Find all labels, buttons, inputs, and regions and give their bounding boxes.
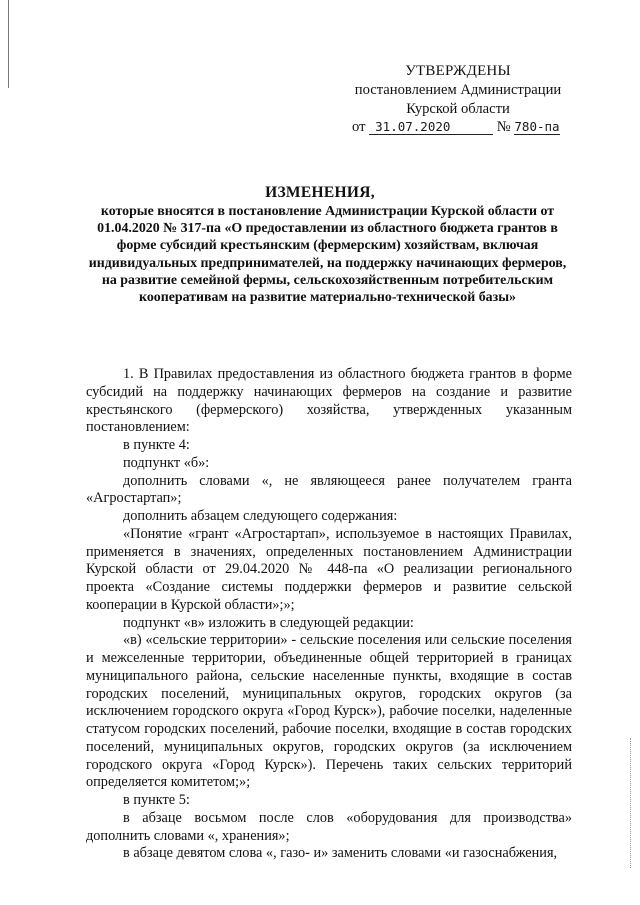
body-paragraph-5: дополнить абзацем следующего содержания: [123, 508, 398, 524]
body-paragraph-8: «в) «сельские территории» - сельские поселения или сельские поселения и межселенные территории, объединенные общей территорией в границах муниципального района, сельские населенные пункты, входящие в состав городских поселений, муниципальных округов, городских округов (за исключением городского округа «Город Курск»), рабочие поселки, наделенные статусом городских поселений, рабочие поселки, входящие в состав городских поселений, муниципальных округов, городских округов (за исключением городского округа «Город Курск»). Перечень таких сельских территорий определяется комитетом;»; [86, 632, 572, 791]
body-paragraph-6: «Понятие «грант «Агростартап», используемое в настоящих Правилах, применяется в значениях, определенных постановлением Администрации Курской области от 29.04.2020 № 448-па «О реализации регионального проекта «Создание системы поддержки фермеров и развитие сельской кооперации в Курской области»;»; [86, 525, 572, 613]
number-value: 780-па [514, 119, 560, 134]
document-body [86, 366, 572, 863]
approval-title: УТВЕРЖДЕНЫ [405, 63, 511, 79]
left-margin-rule [8, 0, 9, 88]
body-paragraph-2: в пункте 4: [123, 437, 190, 453]
approval-stamp-block [338, 62, 578, 119]
body-paragraph-11: в абзаце девятом слова «, газо- и» заменить словами «и газоснабжения, [123, 845, 558, 862]
document-subtitle: которые вносятся в постановление Администрации Курской области от 01.04.2020 № 317-па «О предоставлении из областного бюджета грантов в форме субсидий крестьянским (фермерским) хозяйствам, включая индивидуальных предпринимателей, на поддержку начинающих фермеров, на развитие семейной фермы, сельскохозяйственным потребительским кооперативам на развитие материально-технической базы» [88, 204, 567, 306]
date-prefix: от [352, 119, 366, 135]
number-field [514, 120, 559, 135]
approval-line-1: постановлением Администрации [354, 82, 562, 98]
body-paragraph-3: подпункт «б»: [123, 454, 210, 471]
scan-edge-marks [630, 738, 631, 868]
date-value: 31.07.2020 [375, 119, 451, 134]
document-title: ИЗМЕНЕНИЯ, [265, 184, 375, 201]
date-field [369, 120, 493, 135]
body-paragraph-1: 1. В Правилах предоставления из областного бюджета грантов в форме субсидий на поддержку начинающих фермеров на создание и развитие крестьянского (фермерского) хозяйства, утвержденных указанным постановлением: [86, 366, 572, 436]
body-paragraph-7: подпункт «в» изложить в следующей редакции: [123, 614, 414, 631]
approval-date-number-line [352, 118, 560, 137]
body-paragraph-10: в абзаце восьмом после слов «оборудования для производства» дополнить словами «, хранения»; [86, 809, 572, 844]
number-prefix: № [496, 119, 511, 135]
body-paragraph-9: в пункте 5: [123, 792, 190, 808]
body-paragraph-4: дополнить словами «, не являющееся ранее получателем гранта «Агростартап»; [86, 472, 572, 507]
approval-line-2: Курской области [406, 101, 510, 117]
